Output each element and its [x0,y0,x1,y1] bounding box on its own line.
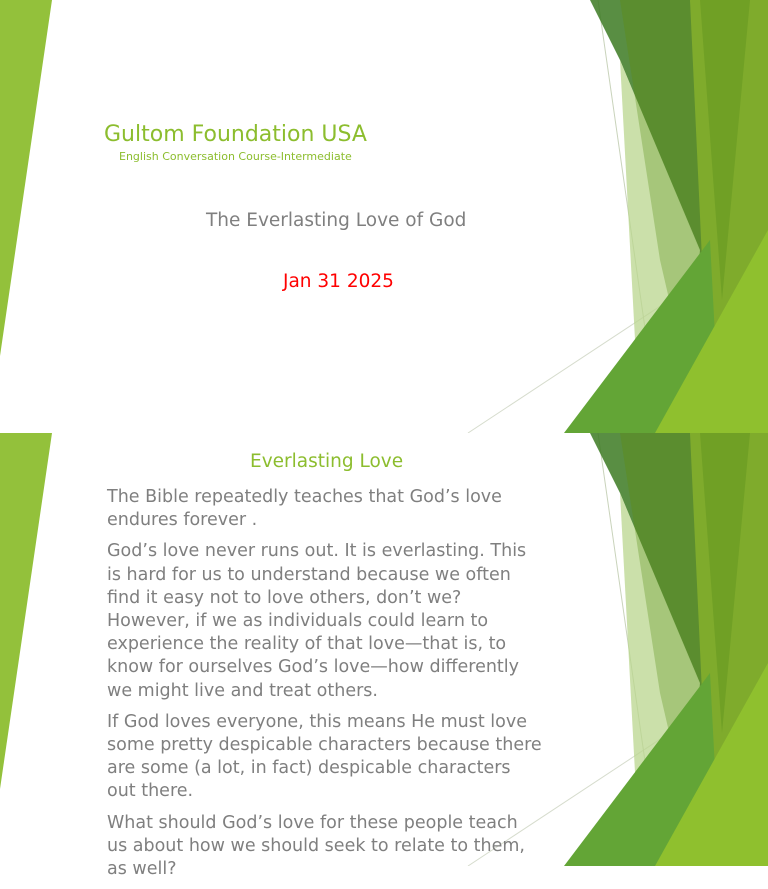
body-paragraph: If God loves everyone, this means He must love some pretty despicable characters because there are some (a lot, in fact) despicable characters out there. [107,711,542,802]
course-subtitle: English Conversation Course-Intermediate [119,150,352,163]
slide-heading: Everlasting Love [250,451,404,472]
body-paragraph: God’s love never runs out. It is everlasting. This is hard for us to understand because we often find it easy not to love others, don’t we? However, if we as individuals could learn to experience the reality of that love—that is, to know for ourselves God’s love—how differently we might live and treat others. [107,541,527,701]
body-paragraph: What should God’s love for these people teach us about how we should seek to relate to them, as well? [107,812,525,880]
organization-title: Gultom Foundation USA [104,122,367,147]
title-slide [0,0,768,433]
slide-body [107,486,595,889]
body-paragraph: The Bible repeatedly teaches that God’s love endures forever . [107,487,502,531]
lesson-date: Jan 31 2025 [283,271,394,292]
lesson-title: The Everlasting Love of God [206,210,467,231]
